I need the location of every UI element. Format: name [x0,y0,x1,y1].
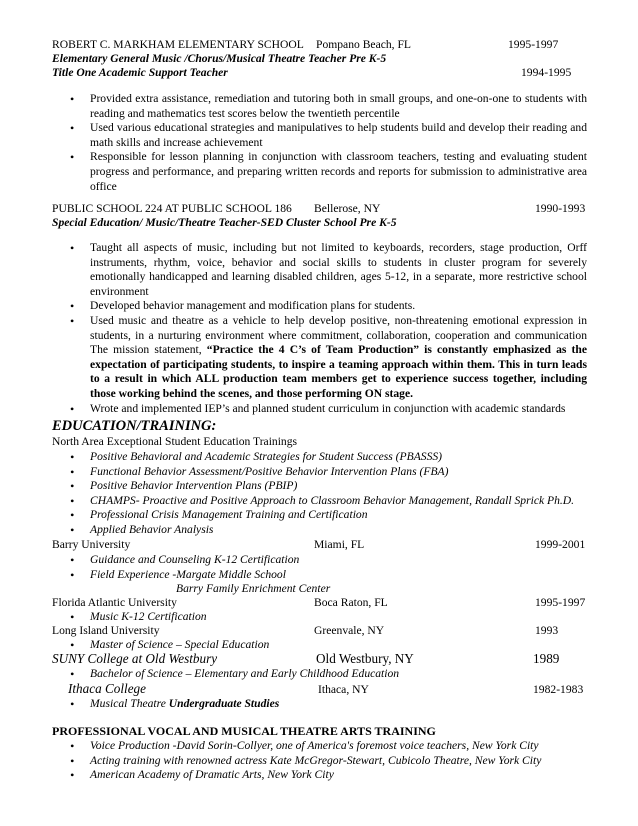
job2-title: Special Education/ Music/Theatre Teacher-SED Cluster School Pre K-5 [52,216,397,229]
professional-heading: PROFESSIONAL VOCAL AND MUSICAL THEATRE ARTS TRAINING [52,724,436,738]
training-item: • Applied Behavior Analysis [90,523,574,538]
ithaca-item [90,697,279,712]
job2-employer: PUBLIC SCHOOL 224 AT PUBLIC SCHOOL 186 [52,202,292,215]
suny-location: Old Westbury, NY [316,651,414,666]
ithaca-location: Ithaca, NY [318,683,369,696]
fau-item: • Music K-12 Certification [90,610,207,625]
job1-dates: 1995-1997 [508,38,559,51]
barry-item: • Field Experience -Margate Middle School [90,568,299,583]
liu-item: • Master of Science – Special Education [90,638,269,653]
job2-bullet [90,314,587,402]
professional-item: • Voice Production -David Sorin-Collyer, one of America's foremost voice teachers, New York City [90,739,541,754]
job2-bullet: • Taught all aspects of music, including but not limited to keyboards, recorders, stage production, Orff instruments, rhythm, voice, behavior and social skills to students in cluster program for severely emotionally handicapped and learning disabled children, ages 5-12, in a separate, more restrictive school environment [90,241,587,299]
ithaca-list [90,697,279,712]
trainings-intro: North Area Exceptional Student Education Trainings [52,435,298,448]
job2-bullet: • Developed behavior management and modification plans for students. [90,299,587,314]
mission-statement: “Practice the 4 C’s of Team Production” is constantly emphasized as the expectation of participating students, to inspire a teaming approach within them. This in turn leads to a result in which ALL production team members get to experience success together, including those working behind the scenes, and those performing ON stage. [90,343,587,400]
job2-location: Bellerose, NY [314,202,381,215]
job1-bullet: • Responsible for lesson planning in conjunction with classroom teachers, testing and evaluating student progress and performance, and preparing written records and reports for submission to administrative area office [90,150,587,194]
ithaca-item-bold: Undergraduate Studies [168,697,280,710]
training-item: • CHAMPS- Proactive and Positive Approach to Classroom Behavior Management, Randall Sprick Ph.D. [90,494,574,509]
barry-location: Miami, FL [314,538,365,551]
education-heading: EDUCATION/TRAINING: [52,418,217,434]
job2-bullet-list [90,241,587,416]
barry-dates: 1999-2001 [535,538,586,551]
suny-item: • Bachelor of Science – Elementary and Early Childhood Education [90,667,399,682]
training-item: • Positive Behavioral and Academic Strategies for Student Success (PBASSS) [90,450,574,465]
job1-title: Elementary General Music /Chorus/Musical Theatre Teacher Pre K-5 [52,52,387,65]
job2-bullet-text: Used music and theatre as a vehicle to help develop positive, non-threatening emotional expression in students, in a nurturing environment where commitment, collaboration, cooperation and communication The mission statement, [90,313,587,357]
ithaca-dates: 1982-1983 [533,683,584,696]
suny-dates: 1989 [533,651,560,666]
job1-location: Pompano Beach, FL [316,38,411,51]
job2-dates: 1990-1993 [535,202,586,215]
training-item: • Professional Crisis Management Training and Certification [90,508,574,523]
training-item: • Functional Behavior Assessment/Positive Behavior Intervention Plans (FBA) [90,465,574,480]
suny-school: SUNY College at Old Westbury [52,651,218,666]
job1-bullet-list [90,92,587,194]
job1-title-two: Title One Academic Support Teacher [52,66,228,79]
fau-school: Florida Atlantic University [52,596,177,609]
barry-item: • Guidance and Counseling K-12 Certification [90,553,299,568]
fau-list [90,610,207,625]
ithaca-item-text: Musical Theatre [90,697,169,710]
barry-list [90,553,299,582]
fau-location: Boca Raton, FL [314,596,388,609]
fau-dates: 1995-1997 [535,596,586,609]
trainings-list [90,450,574,538]
professional-list [90,739,541,783]
job1-bullet: • Provided extra assistance, remediation and tutoring both in small groups, and one-on-one to students with reading and mathematics test scores below the twentieth percentile [90,92,587,121]
liu-school: Long Island University [52,624,160,637]
professional-item: • American Academy of Dramatic Arts, New York City [90,768,541,783]
liu-dates: 1993 [535,624,559,637]
job2-bullet: • Wrote and implemented IEP’s and planned student curriculum in conjunction with academic standards [90,402,587,417]
suny-list [90,667,399,682]
barry-school: Barry University [52,538,131,551]
professional-item: • Acting training with renowned actress Kate McGregor-Stewart, Cubicolo Theatre, New York City [90,754,541,769]
barry-extra: Barry Family Enrichment Center [176,582,331,595]
job1-title-two-dates: 1994-1995 [521,66,572,79]
training-item: • Positive Behavior Intervention Plans (PBIP) [90,479,574,494]
liu-location: Greenvale, NY [314,624,385,637]
ithaca-school: Ithaca College [68,681,147,696]
job1-bullet: • Used various educational strategies and manipulatives to help students build and develop their reading and math skills and increase achievement [90,121,587,150]
job1-employer: ROBERT C. MARKHAM ELEMENTARY SCHOOL [52,38,304,51]
